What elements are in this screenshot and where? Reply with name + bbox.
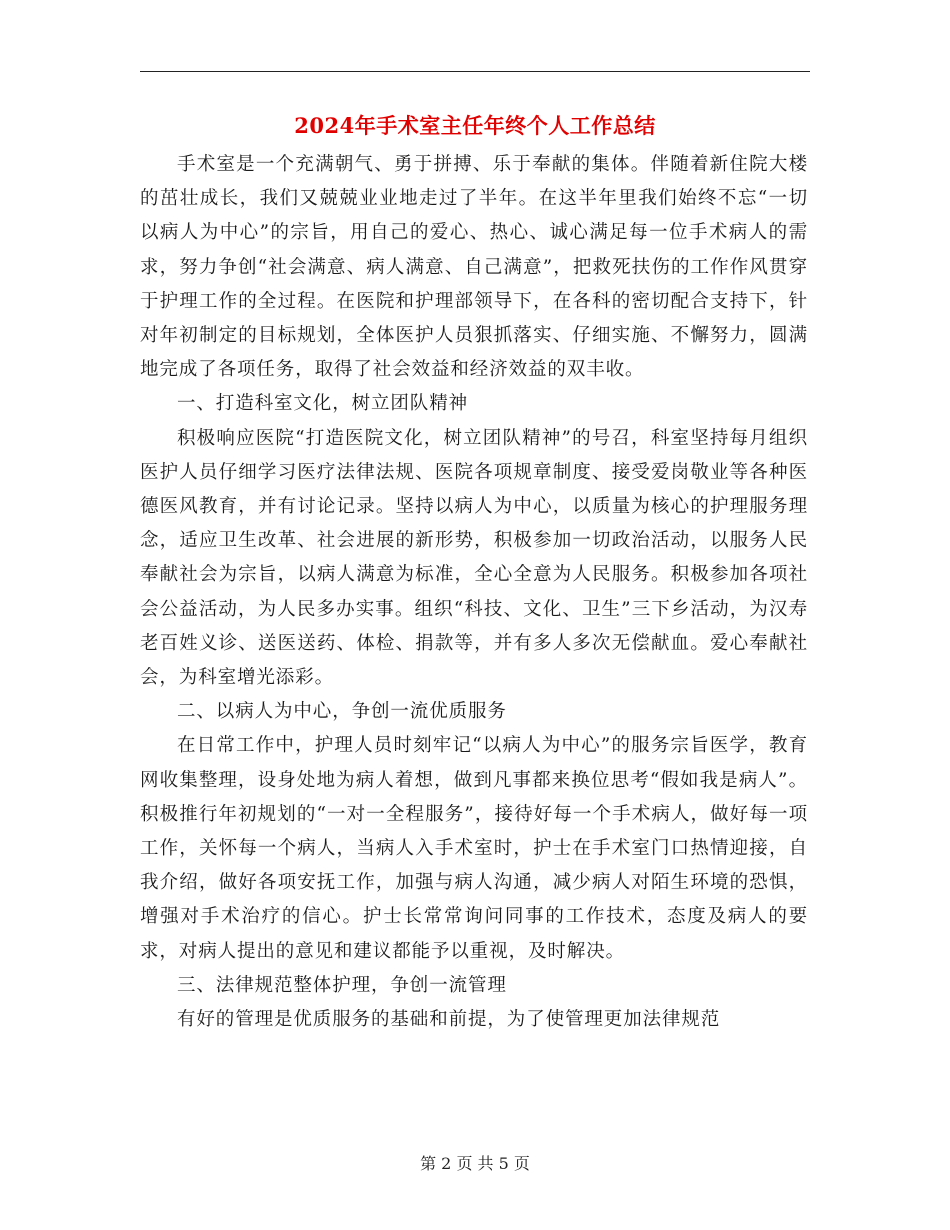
paragraph-section-1: 积极响应医院“打造医院文化，树立团队精神”的号召，科室坚持每月组织医护人员仔细学习医疗法律法规、医院各项规章制度、接受爱岗敬业等各种医德医风教育，并有讨论记录。坚持以病人为中心，以质量为核心的护理服务理念，适应卫生改革、社会进展的新形势，积极参加一切政治活动，以服务人民奉献社会为宗旨，以病人满意为标准，全心全意为人民服务。积极参加各项社会公益活动，为人民多办实事。组织“科技、文化、卫生”三下乡活动，为汉寿老百姓义诊、送医送药、体检、捐款等，并有多人多次无偿献血。爱心奉献社会，为科室增光添彩。: [140, 427, 808, 689]
header-rule: [140, 71, 810, 72]
paragraph-intro: 手术室是一个充满朝气、勇于拼搏、乐于奉献的集体。伴随着新住院大楼的茁壮成长，我们又兢兢业业地走过了半年。在这半年里我们始终不忘“一切以病人为中心”的宗旨，用自己的爱心、热心、诚心满足每一位手术病人的需求，努力争创“社会满意、病人满意、自己满意”，把救死扶伤的工作作风贯穿于护理工作的全过程。在医院和护理部领导下，在各科的密切配合支持下，针对年初制定的目标规划，全体医护人员狠抓落实、仔细实施、不懈努力，圆满地完成了各项任务，取得了社会效益和经济效益的双丰收。: [140, 154, 808, 381]
paragraph-section-2: 在日常工作中，护理人员时刻牢记“以病人为中心”的服务宗旨医学，教育网收集整理，设身处地为病人着想，做到凡事都来换位思考“假如我是病人”。积极推行年初规划的“一对一全程服务”，接待好每一个手术病人，做好每一项工作，关怀每一个病人，当病人入手术室时，护士在手术室门口热情迎接，自我介绍，做好各项安抚工作，加强与病人沟通，减少病人对陌生环境的恐惧，增强对手术治疗的信心。护士长常常询问同事的工作技术，态度及病人的要求，对病人提出的意见和建议都能予以重视，及时解决。: [140, 735, 808, 962]
page-footer: [0, 1150, 950, 1178]
section-heading-1: 一、打造科室文化，树立团队精神: [177, 393, 469, 415]
section-heading-3: 三、法律规范整体护理，争创一流管理: [177, 974, 507, 996]
document-title: 2024年手术室主任年终个人工作总结: [294, 113, 656, 138]
footer-prefix: 第: [420, 1154, 437, 1173]
footer-total-pages: 5: [498, 1154, 509, 1173]
footer-middle: 页 共: [456, 1154, 494, 1173]
footer-suffix: 页: [513, 1154, 530, 1173]
document-body: [140, 148, 808, 1037]
section-heading-2: 二、以病人为中心，争创一流优质服务: [177, 701, 507, 723]
footer-current-page: 2: [441, 1154, 452, 1173]
paragraph-section-3: 有好的管理是优质服务的基础和前提，为了使管理更加法律规范: [177, 1009, 721, 1031]
